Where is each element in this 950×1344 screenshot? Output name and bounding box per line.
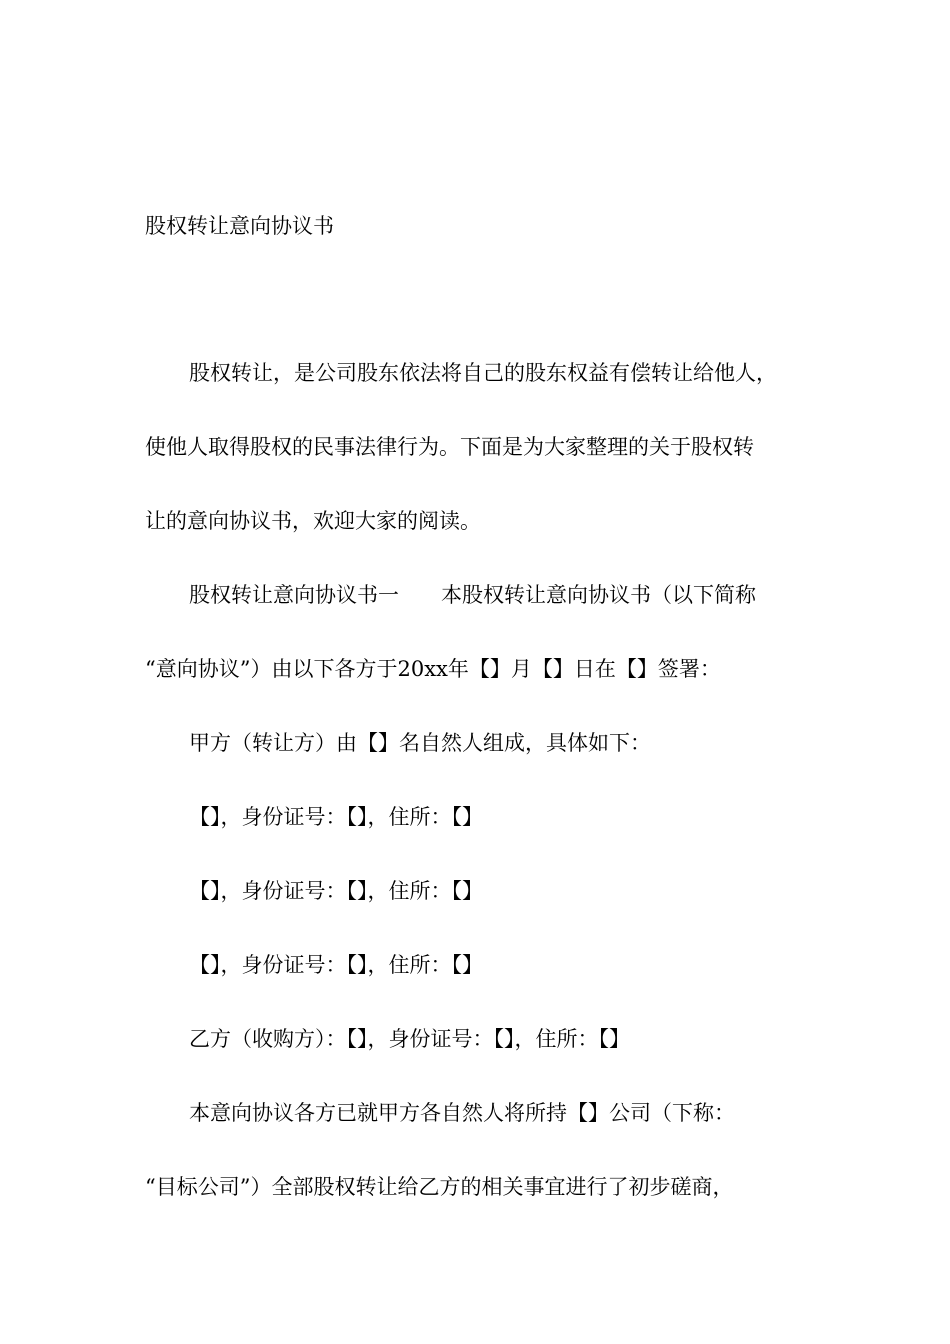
paragraph-line: 让的意向协议书，欢迎大家的阅读。 [145,509,481,533]
document-body [145,355,805,1243]
paragraph-line: 【】，身份证号：【】，住所：【】 [189,953,483,977]
paragraph-line: 甲方（转让方）由【】名自然人组成，具体如下： [189,731,651,755]
paragraph-line: 乙方（收购方）：【】，身份证号：【】，住所：【】 [189,1027,630,1051]
paragraph-line: 本意向协议各方已就甲方各自然人将所持【】公司（下称： [189,1101,735,1125]
paragraph-line: 使他人取得股权的民事法律行为。下面是为大家整理的关于股权转 [145,435,754,459]
paragraph-line: 股权转让意向协议书一 本股权转让意向协议书（以下简称 [189,583,756,607]
paragraph-line: “目标公司”）全部股权转让给乙方的相关事宜进行了初步磋商， [145,1175,734,1199]
paragraph-line: 【】，身份证号：【】，住所：【】 [189,805,483,829]
paragraph-line: 【】，身份证号：【】，住所：【】 [189,879,483,903]
paragraph-line: 股权转让，是公司股东依法将自己的股东权益有偿转让给他人， [189,361,777,385]
document-title: 股权转让意向协议书 [145,214,334,238]
paragraph-line: “意向协议”）由以下各方于20xx年【】月【】日在【】签署： [145,657,721,681]
